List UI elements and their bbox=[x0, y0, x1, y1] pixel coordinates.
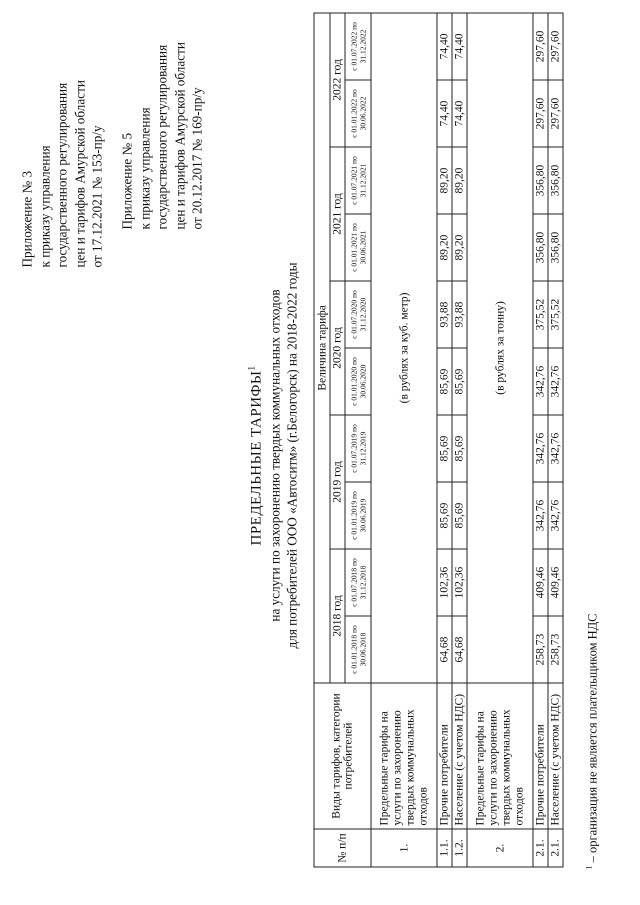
title-block bbox=[242, 245, 300, 665]
table-cell: 297,60 bbox=[533, 12, 548, 79]
table-row bbox=[437, 12, 452, 866]
table-cell: 102,36 bbox=[452, 549, 467, 616]
table-cell: 64,68 bbox=[437, 616, 452, 683]
title-footnote-mark: 1 bbox=[246, 365, 256, 370]
section-label: Предельные тарифы на услуги по захоронению твердых коммунальных отходов bbox=[467, 683, 533, 829]
section-row bbox=[371, 12, 437, 866]
table-row bbox=[452, 12, 467, 866]
row-label: Прочие потребители bbox=[533, 683, 548, 829]
table-cell: 85,69 bbox=[452, 415, 467, 482]
table-cell: 342,76 bbox=[548, 348, 563, 415]
table-cell: 297,60 bbox=[548, 80, 563, 147]
table-cell: 85,69 bbox=[437, 348, 452, 415]
header-year: 2020 год bbox=[330, 281, 345, 415]
table-cell: 258,73 bbox=[548, 616, 563, 683]
section-unit: (в рублях за куб. метр) bbox=[371, 12, 437, 682]
table-row bbox=[548, 12, 563, 866]
table-cell: 342,76 bbox=[533, 348, 548, 415]
table-cell: 85,69 bbox=[437, 415, 452, 482]
table-cell: 74,40 bbox=[437, 80, 452, 147]
header-period: с 01.07.2022 по 31.12.2022 bbox=[345, 12, 371, 79]
table-cell: 74,40 bbox=[437, 12, 452, 79]
appendix-5-block bbox=[118, 42, 206, 229]
table-cell: 258,73 bbox=[533, 616, 548, 683]
table-cell: 89,20 bbox=[437, 214, 452, 281]
table-cell: 64,68 bbox=[452, 616, 467, 683]
row-label: Прочие потребители bbox=[437, 683, 452, 829]
table-cell: 356,80 bbox=[548, 214, 563, 281]
table-cell: 342,76 bbox=[548, 482, 563, 549]
header-period: с 01.01.2019 по 30.06.2019 bbox=[345, 482, 371, 549]
table-cell: 85,69 bbox=[452, 482, 467, 549]
footnote bbox=[584, 613, 600, 869]
header-period: с 01.07.2021 по 31.12.2021 bbox=[345, 147, 371, 214]
section-no: 1. bbox=[371, 829, 437, 867]
appendix-5-line: к приказу управления bbox=[136, 106, 152, 229]
section-row bbox=[467, 12, 533, 866]
table-cell: 89,20 bbox=[452, 147, 467, 214]
table-cell: 74,40 bbox=[452, 80, 467, 147]
appendix-5-line: государственного регулирования bbox=[154, 44, 169, 229]
header-year: 2022 год bbox=[330, 12, 345, 146]
header-year: 2019 год bbox=[330, 415, 345, 549]
table-cell: 342,76 bbox=[533, 415, 548, 482]
appendix-3-line: государственного регулирования bbox=[54, 82, 69, 267]
row-no: 1.1. bbox=[437, 829, 452, 867]
header-period: с 01.07.2020 по 31.12.2020 bbox=[345, 281, 371, 348]
header-period: с 01.01.2022 по 30.06.2022 bbox=[345, 80, 371, 147]
header-value: Величина тарифа bbox=[314, 12, 330, 682]
table-cell: 89,20 bbox=[452, 214, 467, 281]
header-year: 2018 год bbox=[330, 549, 345, 683]
table-row bbox=[533, 12, 548, 866]
section-unit: (в рублях за тонну) bbox=[467, 12, 533, 682]
table-cell: 356,80 bbox=[533, 147, 548, 214]
appendix-5-line: цен и тарифов Амурской области bbox=[171, 41, 187, 229]
appendix-5-line: Приложение № 5 bbox=[119, 132, 134, 229]
table-cell: 85,69 bbox=[437, 482, 452, 549]
table-cell: 297,60 bbox=[548, 12, 563, 79]
appendix-3-line: цен и тарифов Амурской области bbox=[71, 79, 87, 267]
section-no: 2. bbox=[467, 829, 533, 867]
appendix-3-line: от 17.12.2021 № 153-пр/у bbox=[89, 124, 104, 267]
tariff-table bbox=[313, 12, 563, 867]
row-label: Население (с учетом НДС) bbox=[548, 683, 563, 829]
appendix-3-line: Приложение № 3 bbox=[19, 170, 34, 267]
header-no: № п/п bbox=[314, 829, 371, 867]
table-cell: 356,80 bbox=[533, 214, 548, 281]
table-cell: 74,40 bbox=[452, 12, 467, 79]
header-period: с 01.01.2018 по 30.06.2018 bbox=[345, 616, 371, 683]
header-period: с 01.01.2020 по 30.06.2020 bbox=[345, 348, 371, 415]
title-subtitle-2: для потребителей ООО «Автоситм» (г.Белогорск) на 2018-2022 годы bbox=[284, 262, 299, 648]
page-title-text: ПРЕДЕЛЬНЫЕ ТАРИФЫ bbox=[248, 370, 264, 546]
table-cell: 409,46 bbox=[533, 549, 548, 616]
table-cell: 297,60 bbox=[533, 80, 548, 147]
appendix-3-block bbox=[18, 80, 106, 267]
section-label: Предельные тарифы на услуги по захоронению твердых коммунальных отходов bbox=[371, 683, 437, 829]
footnote-mark: 1 bbox=[584, 865, 593, 869]
header-period: с 01.07.2019 по 31.12.2019 bbox=[345, 415, 371, 482]
table-cell: 85,69 bbox=[452, 348, 467, 415]
appendix-3-line: к приказу управления bbox=[36, 144, 52, 267]
table-cell: 93,88 bbox=[437, 281, 452, 348]
table-cell: 102,36 bbox=[437, 549, 452, 616]
appendix-5-line: от 20.12.2017 № 169-пр/у bbox=[189, 86, 204, 229]
row-no: 2.1. bbox=[548, 829, 563, 867]
header-kind: Виды тарифов, категории потребителей bbox=[314, 683, 371, 829]
table-cell: 375,52 bbox=[548, 281, 563, 348]
title-subtitle-1: на услуги по захоронению твердых коммунальных отходов bbox=[267, 288, 282, 622]
table-cell: 356,80 bbox=[548, 147, 563, 214]
table-cell: 409,46 bbox=[548, 549, 563, 616]
page-title bbox=[242, 245, 266, 665]
header-period: с 01.07.2018 по 31.12.2018 bbox=[345, 549, 371, 616]
table-cell: 375,52 bbox=[533, 281, 548, 348]
table-cell: 342,76 bbox=[533, 482, 548, 549]
header-year: 2021 год bbox=[330, 147, 345, 281]
table-cell: 89,20 bbox=[437, 147, 452, 214]
footnote-text: – организация не является плательщиком НДС bbox=[585, 612, 600, 865]
row-label: Население (с учетом НДС) bbox=[452, 683, 467, 829]
table-cell: 342,76 bbox=[548, 415, 563, 482]
row-no: 1.2. bbox=[452, 829, 467, 867]
header-period: с 01.01.2021 по 30.06.2021 bbox=[345, 214, 371, 281]
row-no: 2.1. bbox=[533, 829, 548, 867]
table-cell: 93,88 bbox=[452, 281, 467, 348]
